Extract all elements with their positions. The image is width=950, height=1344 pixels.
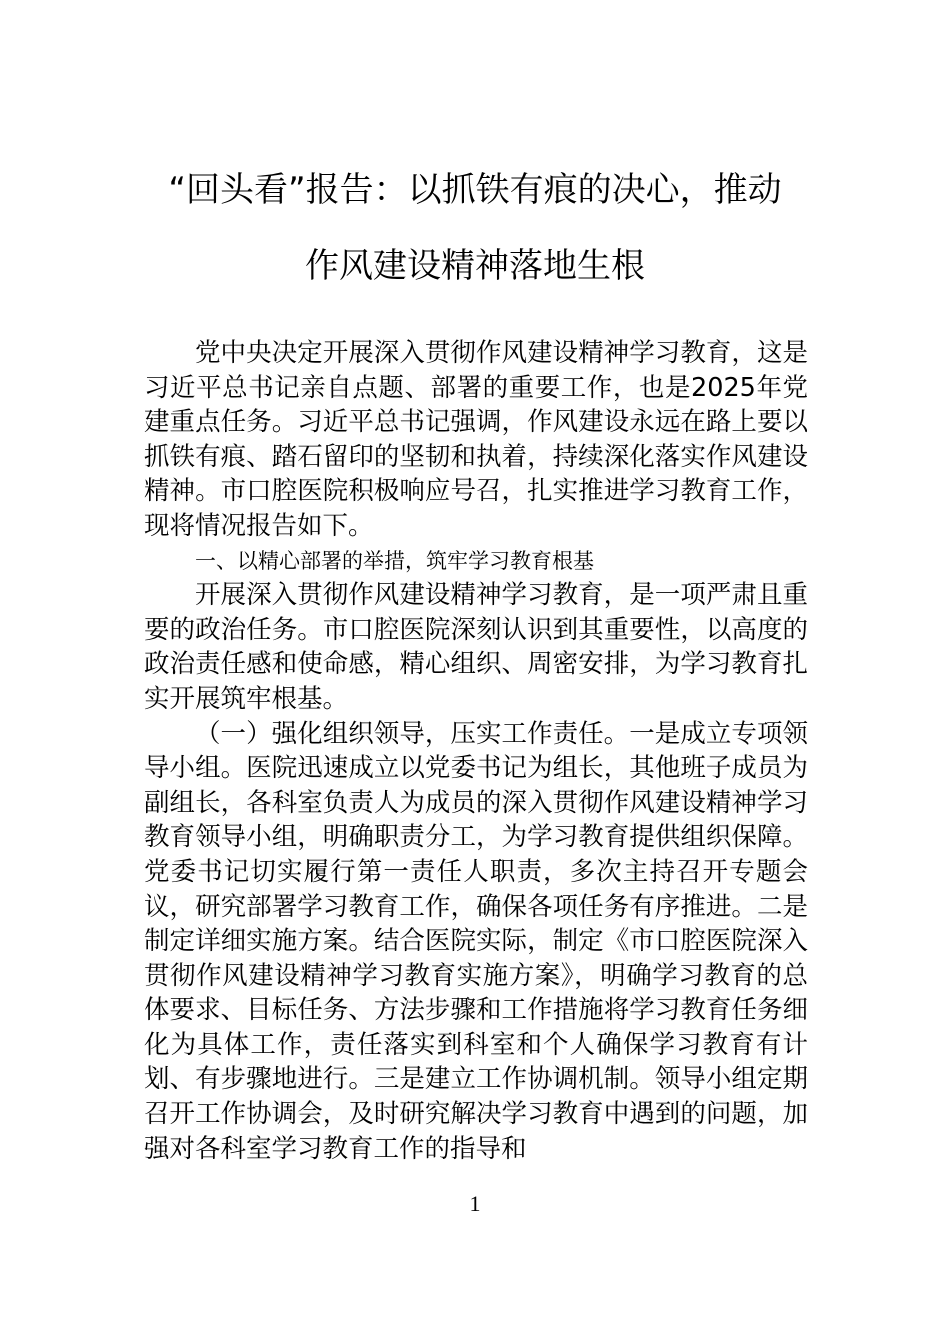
paragraph-subsection-1: （一）强化组织领导，压实工作责任。一是成立专项领导小组。医院迅速成立以党委书记为组长，其他班子成员为副组长，各科室负责人为成员的深入贯彻作风建设精神学习教育领导小组，明确职责分工，为学习教育提供组织保障。党委书记切实履行第一责任人职责，多次主持召开专题会议，研究部署学习教育工作，确保各项任务有序推进。二是制定详细实施方案。结合医院实际，制定《市口腔医院深入贯彻作风建设精神学习教育实施方案》，明确学习教育的总体要求、目标任务、方法步骤和工作措施将学习教育任务细化为具体工作，责任落实到科室和个人确保学习教育有计划、有步骤地进行。三是建立工作协调机制。领导小组定期召开工作协调会，及时研究解决学习教育中遇到的问题，加强对各科室学习教育工作的指导和 — [144, 718, 808, 1164]
document-body — [144, 336, 808, 1166]
title-line-1: “回头看”报告：以抓铁有痕的决心，推动 — [168, 170, 782, 210]
section-heading-1: 一、以精心部署的举措，筑牢学习教育根基 — [195, 548, 594, 573]
paragraph-intro: 党中央决定开展深入贯彻作风建设精神学习教育，这是习近平总书记亲自点题、部署的重要工作，也是2025年党建重点任务。习近平总书记强调，作风建设永远在路上要以抓铁有痕、踏石留印的坚韧和执着，持续深化落实作风建设精神。市口腔医院积极响应号召，扎实推进学习教育工作，现将情况报告如下。 — [144, 338, 808, 541]
title-line-2: 作风建设精神落地生根 — [305, 246, 645, 286]
paragraph-section-1: 开展深入贯彻作风建设精神学习教育，是一项严肃且重要的政治任务。市口腔医院深刻认识到其重要性，以高度的政治责任感和使命感，精心组织、周密安排，为学习教育扎实开展筑牢根基。 — [144, 580, 808, 714]
page-number: 1 — [469, 1191, 481, 1216]
